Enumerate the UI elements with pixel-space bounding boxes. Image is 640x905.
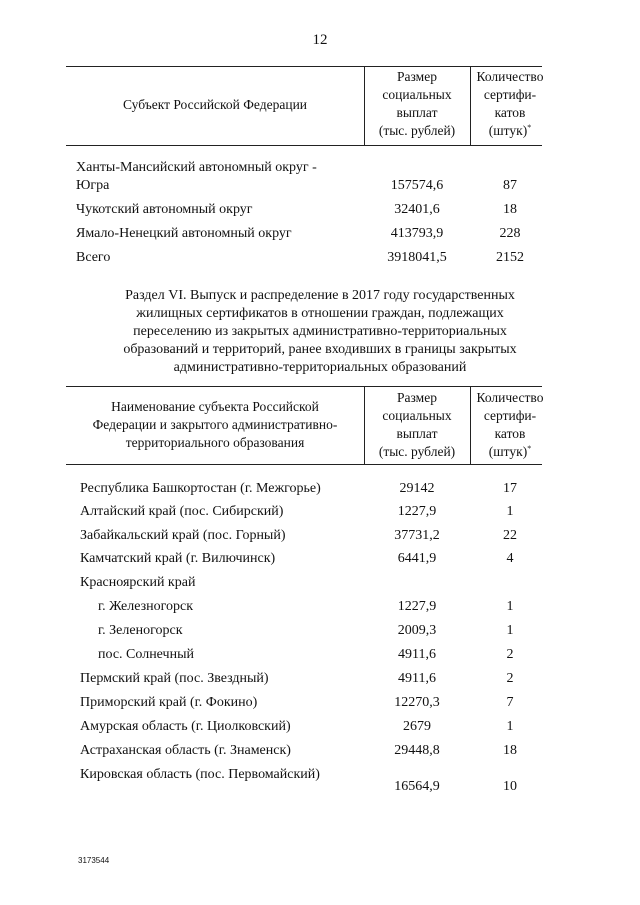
row-value: 16564,9: [394, 779, 440, 794]
row-name: Всего: [76, 250, 111, 265]
row-value: 6441,9: [397, 551, 437, 566]
row-count: 10: [503, 779, 517, 794]
table-2-header-subject: Наименование субъекта Российской Федерации и закрытого административно- территориального образования: [92, 399, 338, 450]
table-row: [0, 669, 640, 689]
table-row-total: [0, 248, 640, 268]
table-row: [0, 777, 640, 797]
row-count: 18: [503, 202, 517, 217]
row-name: Забайкальский край (пос. Горный): [80, 528, 286, 543]
row-name: Алтайский край (пос. Сибирский): [80, 504, 284, 519]
table-row: [0, 597, 640, 617]
table-row: [0, 621, 640, 641]
table-row: [0, 200, 640, 220]
row-count: 18: [503, 743, 517, 758]
row-name: Пермский край (пос. Звездный): [80, 671, 269, 686]
table-row: [0, 502, 640, 522]
table-row: [0, 479, 640, 499]
row-name: Ханты-Мансийский автономный округ -: [76, 160, 317, 175]
row-count: 22: [503, 528, 517, 543]
row-count: 1: [506, 623, 514, 638]
row-count: 1: [506, 599, 514, 614]
document-code: 3173544: [78, 856, 110, 865]
row-name: Астраханская область (г. Знаменск): [80, 743, 291, 758]
row-value: 157574,6: [390, 178, 444, 193]
row-count: 17: [503, 481, 517, 496]
footnote-mark: *: [527, 123, 532, 132]
table-row: [0, 549, 640, 569]
row-count: 2: [506, 671, 514, 686]
table-row: [0, 526, 640, 546]
row-count: 4: [506, 551, 514, 566]
row-count: 7: [506, 695, 514, 710]
row-name: Югра: [76, 178, 110, 193]
row-value: 1227,9: [397, 599, 437, 614]
section-title: Раздел VI. Выпуск и распределение в 2017 году государственных жилищных сертификатов в отношении граждан, подлежащих переселению из закрытых административно-территориальных образований и территорий, ранее входивших в границы закрытых административно-территориальных образований: [123, 288, 517, 375]
row-name: Кировская область (пос. Первомайский): [80, 767, 320, 782]
row-count: 87: [503, 178, 517, 193]
row-value: 12270,3: [394, 695, 440, 710]
row-value: 29142: [399, 481, 435, 496]
row-count: 2: [506, 647, 514, 662]
row-value: 4911,6: [398, 647, 436, 662]
row-name: г. Железногорск: [98, 599, 194, 614]
row-count: 1: [506, 719, 514, 734]
row-count: 2152: [496, 250, 524, 265]
table-row: [0, 158, 640, 178]
row-name: Красноярский край: [80, 575, 196, 590]
row-name: Республика Башкортостан (г. Межгорье): [80, 481, 321, 496]
table-row: [0, 645, 640, 665]
table-2-header-payments: Размер социальных выплат (тыс. рублей): [378, 390, 456, 459]
table-row: [0, 741, 640, 761]
table-1-header-payments: Размер социальных выплат (тыс. рублей): [378, 69, 456, 138]
row-name: пос. Солнечный: [98, 647, 194, 662]
table-row: [0, 717, 640, 737]
page-number: 12: [312, 32, 328, 48]
row-name: Ямало-Ненецкий автономный округ: [76, 226, 292, 241]
table-row: [0, 224, 640, 244]
row-name: Чукотский автономный округ: [76, 202, 253, 217]
row-value: 3918041,5: [387, 250, 447, 265]
row-name: Камчатский край (г. Вилючинск): [80, 551, 276, 566]
row-value: 413793,9: [390, 226, 444, 241]
row-name: Амурская область (г. Циолковский): [80, 719, 291, 734]
table-2-header-count: Количество сертифи- катов (штук)*: [476, 390, 544, 459]
row-value: 2679: [403, 719, 431, 734]
footnote-mark: *: [527, 444, 532, 453]
table-row: [0, 176, 640, 196]
row-value: 29448,8: [394, 743, 440, 758]
row-value: 2009,3: [397, 623, 437, 638]
row-value: 37731,2: [394, 528, 440, 543]
row-value: 1227,9: [397, 504, 437, 519]
row-count: 228: [499, 226, 521, 241]
row-count: 1: [506, 504, 514, 519]
table-row: [0, 693, 640, 713]
table-1-header-subject: Субъект Российской Федерации: [122, 97, 308, 112]
table-row: [0, 573, 640, 593]
row-name: Приморский край (г. Фокино): [80, 695, 258, 710]
row-name: г. Зеленогорск: [98, 623, 183, 638]
row-value: 32401,6: [394, 202, 440, 217]
row-value: 4911,6: [398, 671, 436, 686]
table-1-header-count: Количество сертифи- катов (штук)*: [476, 69, 544, 138]
